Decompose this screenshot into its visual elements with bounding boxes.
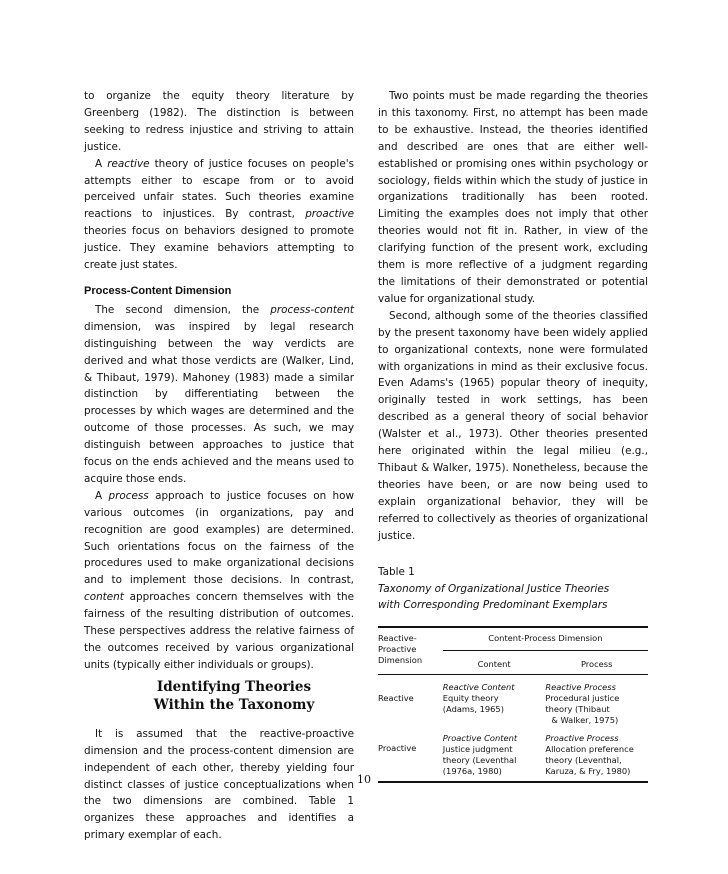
left-column [84,88,354,844]
header-line: Reactive- [378,632,417,643]
cell-title: Reactive Process [545,681,616,692]
row-label: Reactive [378,692,414,703]
cell-line: theory (Leventhal [442,754,517,765]
cell-line: (Adams, 1965) [442,703,504,714]
cell-line: & Walker, 1975) [551,714,619,725]
term-process: process [108,489,149,502]
subheading-process-content: Process-Content Dimension [84,284,232,297]
column-header-content: Content [477,659,511,670]
term-proactive: proactive [305,208,354,221]
text-segment: approach to justice focuses on how various outcomes (in organizations, pay and recognition are good examples) are determined. Such orientations focus on the fairness of the procedures used to make organizational decisions and to implement those decisions. In contrast, [84,489,354,587]
cell-line: (1976a, 1980) [442,765,502,776]
paragraph-equity-literature: to organize the equity theory literature by Greenberg (1982). The distinction is between seeking to redress injustice and striving to attain justice. [84,90,354,153]
text-segment: A [95,489,109,502]
text-segment: theories focus on behaviors designed to promote justice. They examine behaviors attempting to create just states. [84,225,354,272]
term-process-content: process-content [270,303,354,316]
cell-line: Equity theory [442,692,499,703]
column-group-header: Content-Process Dimension [443,628,648,651]
column-header-process: Process [580,659,613,670]
cell-reactive-content [443,675,546,731]
table-title-line: Taxonomy of Organizational Justice Theories [378,582,610,595]
cell-line: theory (Leventhal, [545,754,622,765]
section-heading [84,678,354,714]
cell-reactive-process [545,675,648,731]
text-segment: approaches concern themselves with the fairness of the resulting distribution of outcomes. These perspectives address the relative fairness of the outcomes received by various organizational units (typically either individuals or groups). [84,591,354,671]
paragraph-second-point: Second, although some of the theories classified by the present taxonomy have been widely applied to organizational contexts, none were formulated with organizations in mind as their exclusive focus. Even Adams's (1965) popular theory of inequity, originally tested in work settings, has been described as a general theory of social behavior (Walster et al., 1973). Other theories presented here originated within the legal milieu (e.g., Thibaut & Walker, 1975). Nonetheless, because the theories have been, or are now being used to explain organizational behavior, they will be referred to collectively as theories of organizational justice. [378,309,648,542]
cell-line: Allocation preference [545,743,634,754]
cell-title: Proactive Content [442,732,518,743]
cell-line: Karuza, & Fry, 1980) [545,765,631,776]
section-heading-line: Identifying Theories [156,678,312,695]
taxonomy-table [378,626,648,783]
term-reactive: reactive [107,157,150,170]
table-label: Table 1 [378,566,415,579]
cell-line: Justice judgment [442,743,513,754]
table-caption [378,564,648,614]
table-row-reactive [378,675,648,731]
paragraph-process-approach [84,488,354,674]
right-column [378,88,648,783]
cell-title: Reactive Content [442,681,515,692]
section-heading-line: Within the Taxonomy [153,696,315,713]
paragraph-reactive-proactive [84,156,354,274]
cell-title: Proactive Process [545,732,619,743]
text-segment: theory of justice focuses on people's attempts either to escape from or to avoid perceived unfair states. Such theories examine reactions to injustices. By contrast, [84,157,354,221]
table-header-row [378,628,648,651]
text-segment: A [95,157,108,170]
row-dimension-header [378,628,443,675]
row-label: Proactive [378,742,417,753]
paragraph-second-dimension [84,302,354,488]
page-number: 10 [357,773,371,786]
header-line: Dimension [378,654,423,665]
header-line: Proactive [378,643,417,654]
paragraph-two-points: Two points must be made regarding the theories in this taxonomy. First, no attempt has been made to be exhaustive. Instead, the theories identified and described are ones that are either well-established or promising ones within psychology or sociology, fields within which the study of justice in organizations traditionally has been rooted. Limiting the examples does not imply that other theories would not fit in. Rather, in view of the clarifying function of the present work, excluding them is more reflective of a judgment regarding the limitations of their demonstrated or potential value for organizational study. [378,90,648,305]
paragraph-dimensions-independent: It is assumed that the reactive-proactive dimension and the process-content dimension are independent of each other, thereby yielding four distinct classes of justice conceptualizations when the two dimensions are combined. Table 1 organizes these approaches and identifies a primary exemplar of each. [84,727,354,842]
table-title-line: with Corresponding Predominant Exemplars [378,599,608,612]
text-segment: The second dimension, the [95,303,271,316]
cell-line: theory (Thibaut [545,703,610,714]
text-segment: dimension, was inspired by legal research distinguishing between the way verdicts are derived and what those verdicts are (Walker, Lind, & Thibaut, 1979). Mahoney (1983) made a similar distinction by differentiating between the processes by which wages are determined and the outcome of those processes. As such, we may distinguish between approaches to justice that focus on the ends achieved and the means used to acquire those ends. [84,320,354,485]
term-content: content [84,591,124,604]
cell-line: Procedural justice [545,692,620,703]
